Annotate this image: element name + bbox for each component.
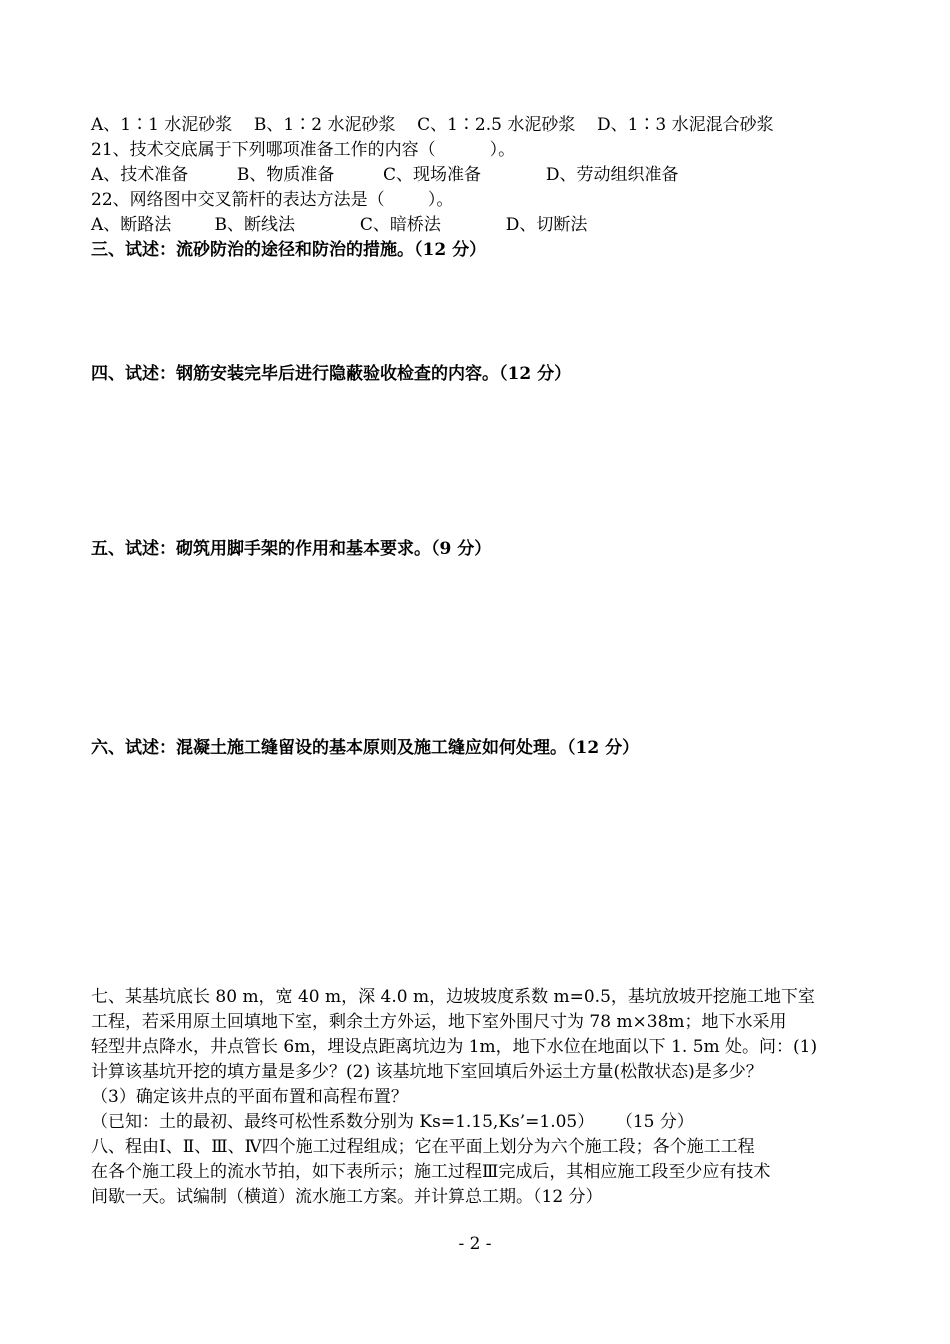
q21-stem: 21、技术交底属于下列哪项准备工作的内容（ ）。 [91,140,516,160]
section-7-line: 工程，若采用原土回填地下室，剩余土方外运，地下室外围尺寸为 78 m×38m；地下水采用 [91,1012,787,1032]
section-4-heading: 四、试述：钢筋安装完毕后进行隐蔽验收检查的内容。（12 分） [91,364,572,384]
q20-options: A、1∶1 水泥砂浆 B、1∶2 水泥砂浆 C、1∶2.5 水泥砂浆 D、1∶3 水泥混合砂浆 [91,115,774,135]
section-8-line: 在各个施工段上的流水节拍，如下表所示；施工过程Ⅲ完成后，其相应施工段至少应有技术 [91,1162,771,1182]
section-8-problem [91,1135,866,1210]
section-7-line: 七、某基坑底长 80 m，宽 40 m，深 4.0 m，边坡坡度系数 m=0.5，基坑放坡开挖施工地下室 [91,987,815,1007]
section-6-heading: 六、试述：混凝土施工缝留设的基本原则及施工缝应如何处理。（12 分） [91,738,640,758]
q21-options: A、技术准备 B、物质准备 C、现场准备 D、劳动组织准备 [91,165,679,185]
section-7-line: （已知：土的最初、最终可松性系数分别为 Ks=1.15,Ks’=1.05） （15 分） [91,1112,694,1132]
section-3-heading: 三、试述：流砂防治的途径和防治的措施。（12 分） [91,240,487,260]
q22-options: A、断路法 B、断线法 C、暗桥法 D、切断法 [91,215,588,235]
section-8-line: 八、程由Ⅰ、Ⅱ、Ⅲ、Ⅳ四个施工过程组成；它在平面上划分为六个施工段；各个施工工程 [91,1137,755,1157]
section-7-problem [91,985,866,1135]
q22-stem: 22、网络图中交叉箭杆的表达方法是（ ）。 [91,190,454,210]
section-7-line: 轻型井点降水，井点管长 6m，埋设点距离坑边为 1m，地下水位在地面以下 1. 5m 处。问：(1) [91,1037,818,1057]
section-8-line: 间歇一天。试编制（横道）流水施工方案。并计算总工期。（12 分） [91,1187,603,1207]
page-number: - 2 - [458,1234,492,1254]
section-7-line: （3）确定该井点的平面布置和高程布置？ [91,1087,408,1107]
section-7-line: 计算该基坑开挖的填方量是多少？(2) 该基坑地下室回填后外运土方量(松散状态)是多少？ [91,1062,763,1082]
section-5-heading: 五、试述：砌筑用脚手架的作用和基本要求。（9 分） [91,539,492,559]
